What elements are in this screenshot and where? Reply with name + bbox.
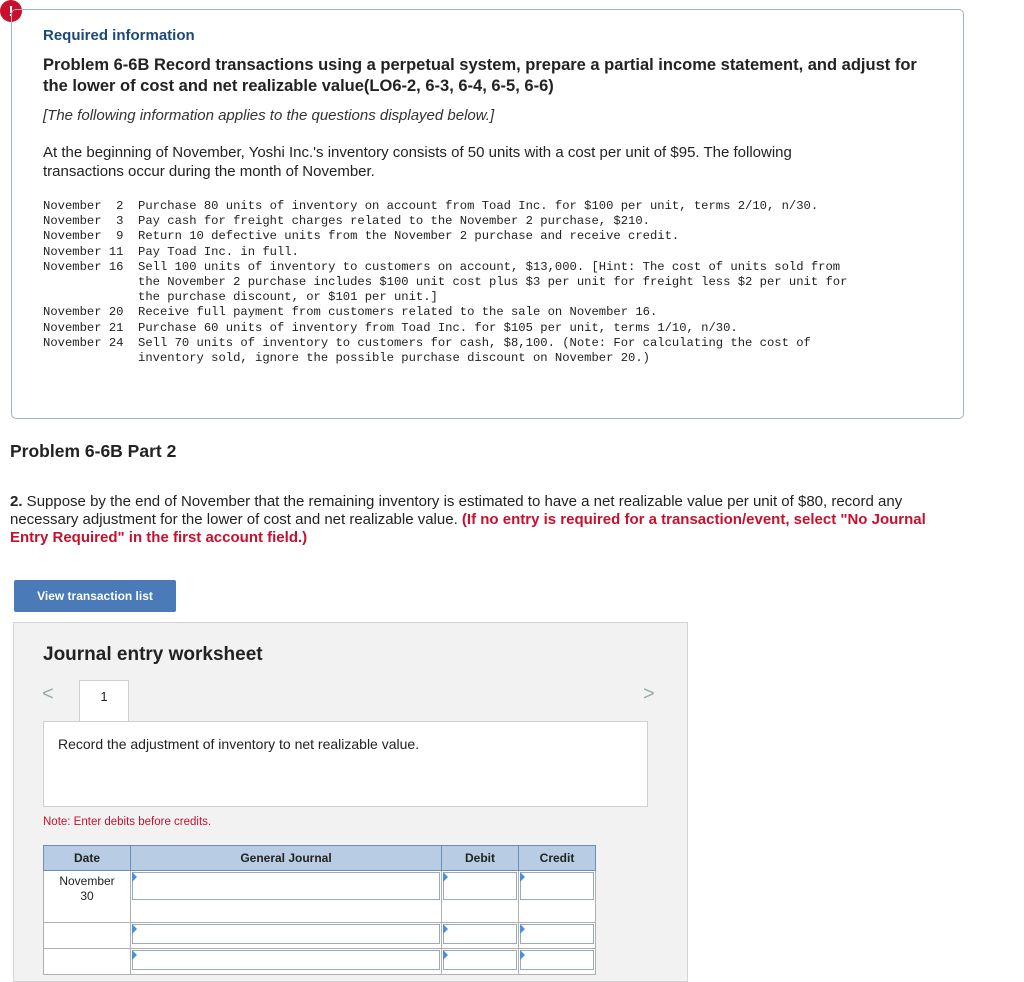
transaction-date xyxy=(43,351,138,366)
account-select[interactable] xyxy=(132,924,440,944)
transaction-line xyxy=(43,305,847,320)
transaction-text: the November 2 purchase includes $100 unit cost plus $3 per unit for freight less $2 per unit for xyxy=(138,275,848,290)
view-transaction-list-button[interactable]: View transaction list xyxy=(14,580,176,612)
transaction-line xyxy=(43,214,847,229)
transaction-text: Return 10 defective units from the November 2 purchase and receive credit. xyxy=(138,229,680,244)
transaction-date: November 3 xyxy=(43,214,124,229)
debit-cell xyxy=(442,871,519,923)
debit-input[interactable] xyxy=(443,950,517,970)
transaction-date: November 20 xyxy=(43,305,124,320)
input-indicator-icon xyxy=(520,950,525,960)
account-select[interactable] xyxy=(132,872,440,900)
journal-table xyxy=(43,845,596,975)
transaction-line xyxy=(43,260,847,275)
transaction-text: Receive full payment from customers related to the sale on November 16. xyxy=(138,305,658,320)
tab-entry-1[interactable]: 1 xyxy=(79,680,129,722)
transaction-line xyxy=(43,275,847,290)
question-number: 2. xyxy=(10,493,23,510)
transaction-line xyxy=(43,321,847,336)
credit-input[interactable] xyxy=(520,924,594,944)
credit-input[interactable] xyxy=(520,950,594,970)
transaction-date: November 21 xyxy=(43,320,124,335)
input-indicator-icon xyxy=(443,950,448,960)
date-cell xyxy=(44,949,131,975)
applies-note: [The following information applies to the questions displayed below.] xyxy=(43,107,495,124)
account-select[interactable] xyxy=(132,950,440,970)
transaction-text: Sell 100 units of inventory to customers on account, $13,000. [Hint: The cost of units sold from xyxy=(138,259,841,274)
transaction-date xyxy=(43,290,138,305)
transaction-list xyxy=(43,199,847,366)
debit-input[interactable] xyxy=(443,872,517,900)
general-journal-header: General Journal xyxy=(131,846,442,871)
credit-header: Credit xyxy=(519,846,596,871)
transaction-line xyxy=(43,199,847,214)
debit-input[interactable] xyxy=(443,924,517,944)
debit-header: Debit xyxy=(442,846,519,871)
intro-text: At the beginning of November, Yoshi Inc.'s inventory consists of 50 units with a cost per unit of $95. The following transactions occur during the month of November. xyxy=(43,144,792,180)
transaction-text: the purchase discount, or $101 per unit.] xyxy=(138,290,438,305)
date-cell xyxy=(44,923,131,949)
dropdown-indicator-icon xyxy=(132,950,137,960)
dropdown-indicator-icon xyxy=(132,924,137,934)
transaction-date: November 9 xyxy=(43,229,124,244)
transaction-date: November 24 xyxy=(43,335,124,350)
entry-description-box xyxy=(43,721,648,807)
transaction-date: November 11 xyxy=(43,244,124,259)
credit-cell xyxy=(519,871,596,923)
question-text xyxy=(10,493,960,547)
date-cell xyxy=(44,871,131,923)
credit-input[interactable] xyxy=(520,872,594,900)
question-body: Suppose by the end of November that the remaining inventory is estimated to have a net realizable value per unit of $80, record any necessary adjustment for the lower of cost and net realizable value. xyxy=(10,493,903,528)
previous-chevron-icon[interactable]: < xyxy=(42,683,54,705)
worksheet-title: Journal entry worksheet xyxy=(43,644,263,665)
input-indicator-icon xyxy=(443,872,448,882)
transaction-text: Purchase 60 units of inventory from Toad Inc. for $105 per unit, terms 1/10, n/30. xyxy=(138,320,738,335)
table-row xyxy=(44,871,596,923)
transaction-text: Purchase 80 units of inventory on account from Toad Inc. for $100 per unit, terms 2/10, n/30. xyxy=(138,199,819,213)
credit-cell xyxy=(519,923,596,949)
debits-credits-note: Note: Enter debits before credits. xyxy=(43,816,212,828)
transaction-date: November 16 xyxy=(43,259,124,274)
transaction-text: Pay cash for freight charges related to the November 2 purchase, $210. xyxy=(138,214,650,229)
transaction-date: November 2 xyxy=(43,199,124,213)
debit-cell xyxy=(442,949,519,975)
transaction-line xyxy=(43,351,847,366)
part-title: Problem 6-6B Part 2 xyxy=(10,441,177,461)
input-indicator-icon xyxy=(520,872,525,882)
question-instruction: (If no entry is required for a transaction/event, select "No Journal Entry Required" in the first account field.) xyxy=(10,511,926,546)
date-header: Date xyxy=(44,846,131,871)
alert-icon: ! xyxy=(0,0,22,22)
next-chevron-icon[interactable]: > xyxy=(643,683,655,705)
table-row xyxy=(44,949,596,975)
account-cell xyxy=(131,923,442,949)
account-cell xyxy=(131,949,442,975)
account-cell xyxy=(131,871,442,923)
transaction-line xyxy=(43,336,847,351)
dropdown-indicator-icon xyxy=(132,872,137,882)
journal-entry-worksheet xyxy=(13,622,688,982)
table-row xyxy=(44,923,596,949)
input-indicator-icon xyxy=(443,924,448,934)
input-indicator-icon xyxy=(520,924,525,934)
transaction-line xyxy=(43,290,847,305)
required-info-heading: Required information xyxy=(43,27,195,44)
debit-cell xyxy=(442,923,519,949)
transaction-line xyxy=(43,229,847,244)
transaction-text: Sell 70 units of inventory to customers for cash, $8,100. (Note: For calculating the cost of xyxy=(138,335,811,350)
credit-cell xyxy=(519,949,596,975)
problem-title: Problem 6-6B Record transactions using a perpetual system, prepare a partial income statement, and adjust for the lower of cost and net realizable value(LO6-2, 6-3, 6-4, 6-5, 6-6) xyxy=(43,56,917,95)
transaction-text: inventory sold, ignore the possible purchase discount on November 20.) xyxy=(138,351,650,366)
date-value: November 30 xyxy=(59,874,115,903)
transaction-text: Pay Toad Inc. in full. xyxy=(138,244,299,259)
transaction-date xyxy=(43,275,138,290)
transaction-line xyxy=(43,245,847,260)
entry-description: Record the adjustment of inventory to net realizable value. xyxy=(58,736,420,752)
